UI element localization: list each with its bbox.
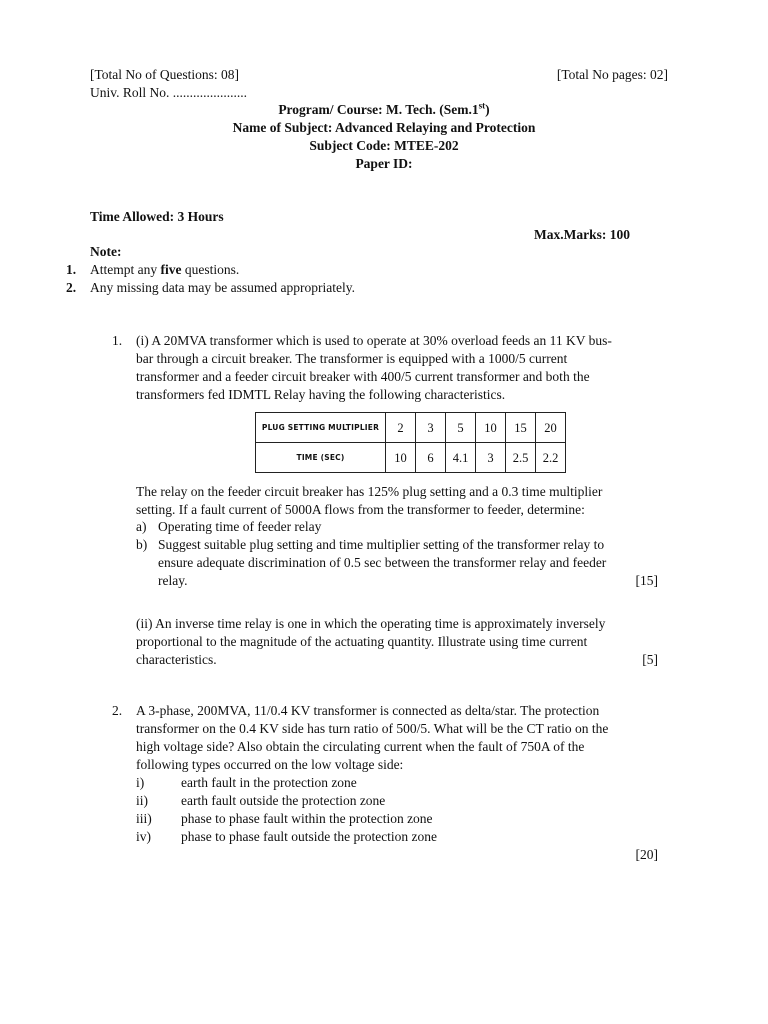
table-cell: 10: [476, 413, 506, 443]
program-course: Program/ Course: M. Tech. (Sem.1st): [278, 100, 490, 117]
total-questions: [Total No of Questions: 08]: [90, 67, 240, 82]
subject-code: Subject Code: MTEE-202: [309, 138, 459, 153]
marks: [15]: [635, 573, 658, 588]
table-cell: 3: [476, 443, 506, 473]
list-item: iv) phase to phase fault outside the protection zone: [136, 829, 438, 844]
table-cell: 2.2: [536, 443, 566, 473]
max-marks: Max.Marks: 100: [534, 227, 630, 242]
question-text-line: A 3-phase, 200MVA, 11/0.4 KV transformer is connected as delta/star. The protection: [136, 703, 600, 718]
roll-number: Univ. Roll No. ......................: [90, 85, 248, 100]
marks: [5]: [642, 652, 658, 667]
question-text-line: transformer and a feeder circuit breaker with 400/5 current transformer and both the: [136, 369, 590, 384]
question-text-line: proportional to the magnitude of the actuating quantity. Illustrate using time current: [136, 634, 588, 649]
question-number: 1.: [112, 333, 123, 348]
question-text-line: (ii) An inverse time relay is one in which the operating time is approximately inversely: [136, 616, 606, 631]
list-item: i) earth fault in the protection zone: [136, 775, 357, 790]
table-cell: 4.1: [446, 443, 476, 473]
note-heading: Note:: [90, 244, 122, 259]
table-cell: 15: [506, 413, 536, 443]
table-row-label: PLUG SETTING MULTIPLIER: [256, 413, 386, 443]
table-cell: 5: [446, 413, 476, 443]
table-cell: 10: [386, 443, 416, 473]
question-text-line: following types occurred on the low voltage side:: [136, 757, 404, 772]
question-text-line: (i) A 20MVA transformer which is used to operate at 30% overload feeds an 11 KV bus-: [136, 333, 612, 348]
question-text-line: characteristics.: [136, 652, 217, 667]
total-pages: [Total No pages: 02]: [556, 67, 668, 82]
table-cell: 20: [536, 413, 566, 443]
question-text-line: ensure adequate discrimination of 0.5 sec between the transformer relay and feeder: [158, 555, 607, 570]
question-text-line: bar through a circuit breaker. The transformer is equipped with a 1000/5 current: [136, 351, 568, 366]
table-row: [256, 443, 566, 473]
question-text-line: setting. If a fault current of 5000A flows from the transformer to feeder, determine:: [136, 502, 585, 517]
paper-id: Paper ID:: [355, 156, 413, 171]
relay-characteristics-table: [255, 412, 566, 473]
note-item: 1. Attempt any five questions.: [66, 262, 240, 277]
question-text-line: transformers fed IDMTL Relay having the following characteristics.: [136, 387, 506, 402]
question-text-line: The relay on the feeder circuit breaker has 125% plug setting and a 0.3 time multiplier: [136, 484, 603, 499]
time-allowed: Time Allowed: 3 Hours: [90, 209, 224, 224]
table-cell: 2.5: [506, 443, 536, 473]
list-item: iii) phase to phase fault within the protection zone: [136, 811, 433, 826]
table-cell: 3: [416, 413, 446, 443]
question-text-line: high voltage side? Also obtain the circulating current when the fault of 750A of the: [136, 739, 585, 754]
table-row-label: TIME (SEC): [256, 443, 386, 473]
marks: [20]: [635, 847, 658, 862]
question-number: 2.: [112, 703, 123, 718]
question-text-line: transformer on the 0.4 KV side has turn ratio of 500/5. What will be the CT ratio on the: [136, 721, 609, 736]
question-text-line: relay.: [158, 573, 188, 588]
table-cell: 6: [416, 443, 446, 473]
list-item: ii) earth fault outside the protection zone: [136, 793, 386, 808]
subject-name: Name of Subject: Advanced Relaying and Protection: [232, 120, 536, 135]
sub-question-b: b) Suggest suitable plug setting and time multiplier setting of the transformer relay to: [136, 537, 605, 552]
sub-question-a: a) Operating time of feeder relay: [136, 519, 322, 534]
table-cell: 2: [386, 413, 416, 443]
note-item: 2. Any missing data may be assumed appropriately.: [66, 280, 355, 295]
table-row: [256, 413, 566, 443]
